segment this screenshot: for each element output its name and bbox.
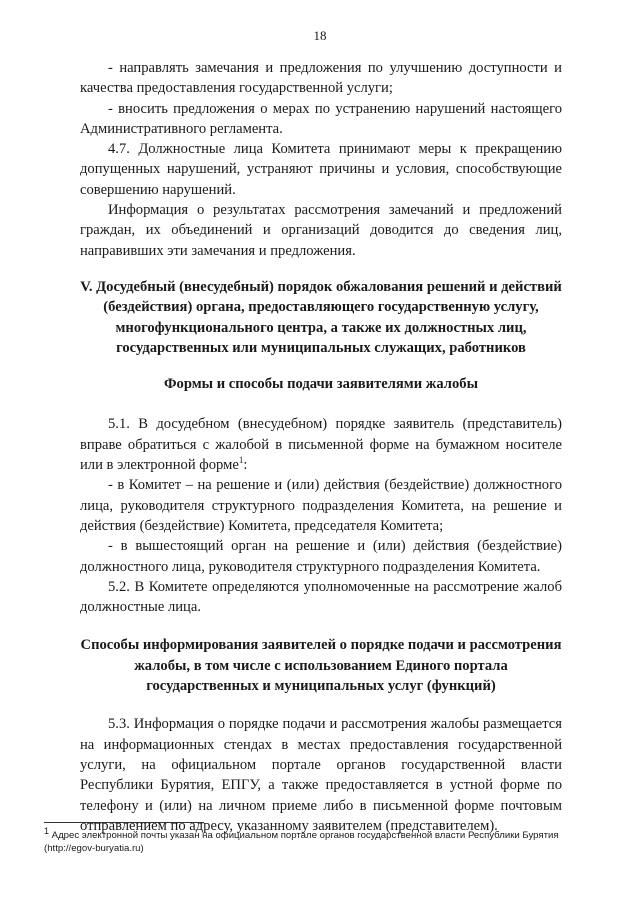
paragraph-5-1-text: 5.1. В досудебном (внесудебном) порядке заявитель (представитель) вправе обратиться с жалобой в письменной форме на бумажном носителе или в электронной форме [80, 416, 562, 474]
footnote-divider [44, 822, 204, 823]
paragraph-5-1-tail: : [243, 457, 248, 474]
subheading: Способы информирования заявителей о порядке подачи и рассмотрения жалобы, в том числе с использованием Единого портала государственных и муниципальных услуг (функций) [80, 637, 562, 695]
subheading: Формы и способы подачи заявителями жалобы [164, 376, 478, 393]
paragraph: 4.7. Должностные лица Комитета принимают меры к прекращению допущенных нарушений, устраняют причины и условия, способствующие совершению нарушений. [80, 141, 562, 198]
footnote-text: Адрес электронной почты указан на официальном портале органов государственной власти Республики Бурятия (http://egov-buryatia.ru) [44, 830, 559, 854]
paragraph: - вносить предложения о мерах по устранению нарушений настоящего Административного регламента. [80, 100, 562, 137]
footnote-marker: 1 [44, 825, 50, 836]
page-number: 18 [313, 28, 327, 43]
footnote-reference[interactable]: 1 [238, 455, 244, 466]
paragraph: Информация о результатах рассмотрения замечаний и предложений граждан, их объединений и организаций доводится до сведения лиц, направивших эти замечания и предложения. [80, 202, 562, 259]
paragraph: - в Комитет – на решение и (или) действия (бездействие) должностного лица, руководителя структурного подразделения Комитета, на решение и действия (бездействие) Комитета, председателя Комитета; [80, 477, 562, 534]
document-body [80, 58, 562, 836]
footnote [44, 825, 584, 855]
paragraph-5-3: 5.3. Информация о порядке подачи и рассмотрения жалобы размещается на информационных стендах в местах предоставления государственной услуги, на официальном портале органов государственной власти Республики Бурятия, ЕПГУ, а также предоставляется в устной форме по телефону и (или) на личном приеме либо в письменной форме почтовым отправлением по адресу, указанному заявителем (представителем). [80, 716, 562, 834]
section-heading: V. Досудебный (внесудебный) порядок обжалования решений и действий (бездействия) органа, предоставляющего государственную услугу, многофункционального центра, а также их должностных лиц, государственных или муниципальных служащих, работников [80, 278, 562, 356]
paragraph: - в вышестоящий орган на решение и (или) действия (бездействие) должностного лица, руководителя структурного подразделения Комитета. [80, 538, 562, 575]
paragraph: - направлять замечания и предложения по улучшению доступности и качества предоставления государственной услуги; [80, 60, 562, 97]
paragraph: 5.2. В Комитете определяются уполномоченные на рассмотрение жалоб должностные лица. [80, 578, 562, 616]
paragraph-5-1 [80, 414, 562, 475]
